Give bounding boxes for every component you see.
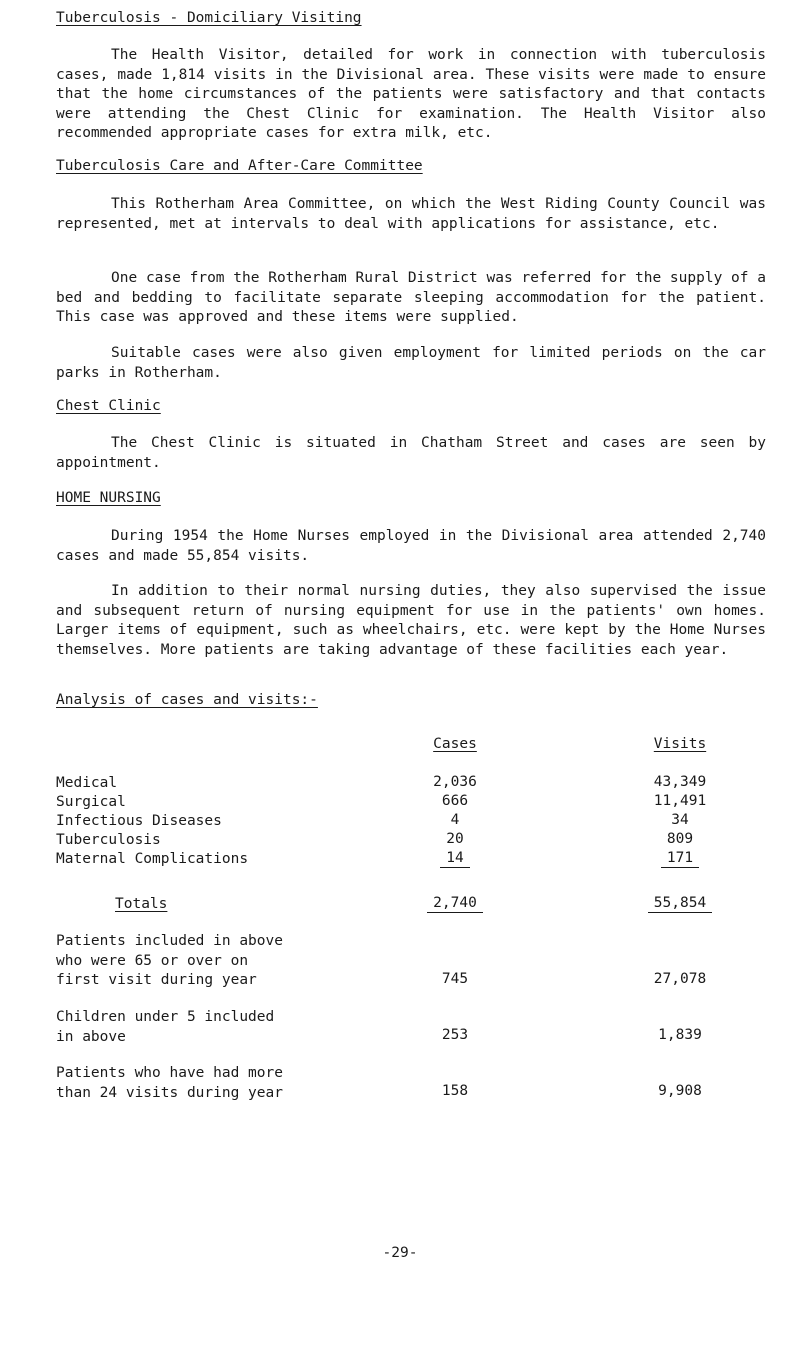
column-header-visits: Visits (653, 736, 707, 752)
heading-analysis: Analysis of cases and visits:- (56, 692, 318, 708)
cases-value: 745 (441, 971, 469, 987)
paragraph-tb-committee-2: One case from the Rotherham Rural District was referred for the supply of a bed and bedding to facilitate separate sleeping accommodation for the patient. This case was approved and these items were supplied. (56, 270, 766, 325)
cases-value: 2,036 (433, 774, 477, 790)
table-row (0, 812, 800, 832)
heading-tb-committee: Tuberculosis Care and After-Care Committee (56, 158, 423, 174)
row-label: Children under 5 included in above (56, 1009, 275, 1045)
cases-value: 253 (441, 1027, 469, 1043)
row-label: Patients included in above who were 65 or over on first visit during year (56, 933, 283, 988)
row-label: Tuberculosis (56, 832, 161, 848)
paragraph-home-nursing-2: In addition to their normal nursing duties, they also supervised the issue and subsequent return of nursing equipment for use in the patients' own homes. Larger items of equipment, such as wheelchairs, etc. were kept by the Home Nurses themselves. More patients are taking advantage of these facilities each year. (56, 583, 766, 658)
cases-value: 4 (450, 812, 460, 828)
analysis-table-header (0, 736, 800, 756)
visits-value: 1,839 (658, 1027, 702, 1043)
column-header-cases: Cases (433, 736, 477, 752)
row-label: Infectious Diseases (56, 813, 222, 829)
visits-value: 27,078 (653, 971, 707, 987)
row-label: Surgical (56, 794, 126, 810)
visits-value: 171 (661, 850, 699, 868)
table-row (0, 831, 800, 851)
row-label: Maternal Complications (56, 851, 249, 867)
table-row (0, 793, 800, 813)
cases-value: 14 (440, 850, 469, 868)
paragraph-tb-visiting: The Health Visitor, detailed for work in connection with tuberculosis cases, made 1,814 visits in the Divisional area. These visits were made to ensure that the home circumstances of the patients were satisfactory and that contacts were attending the Chest Clinic for examination. The Health Visitor also recommended appropriate cases for extra milk, etc. (56, 47, 766, 141)
row-label: Medical (56, 775, 118, 791)
paragraph-tb-committee-3: Suitable cases were also given employment for limited periods on the car parks in Rotherham. (56, 345, 766, 381)
heading-home-nursing: HOME NURSING (56, 490, 161, 506)
page-number: -29- (382, 1245, 418, 1261)
cases-value: 158 (441, 1083, 469, 1099)
visits-value: 9,908 (658, 1083, 702, 1099)
paragraph-home-nursing-1: During 1954 the Home Nurses employed in the Divisional area attended 2,740 cases and made 55,854 visits. (56, 528, 766, 564)
cases-value: 666 (441, 793, 469, 809)
totals-row (0, 895, 800, 915)
visits-value: 34 (671, 812, 689, 828)
totals-cases-value: 2,740 (427, 895, 483, 913)
visits-value: 809 (666, 831, 694, 847)
table-row (0, 774, 800, 794)
table-row (0, 1008, 800, 1045)
table-row (0, 850, 800, 870)
heading-chest-clinic: Chest Clinic (56, 398, 161, 414)
heading-tb-visiting: Tuberculosis - Domiciliary Visiting (56, 10, 362, 26)
table-row (0, 1064, 800, 1101)
row-label: Patients who have had more than 24 visits during year (56, 1065, 283, 1101)
visits-value: 11,491 (653, 793, 707, 809)
table-row (0, 932, 800, 988)
cases-value: 20 (446, 831, 464, 847)
totals-label: Totals (115, 896, 168, 912)
paragraph-chest-clinic: The Chest Clinic is situated in Chatham Street and cases are seen by appointment. (56, 435, 766, 471)
totals-visits-value: 55,854 (648, 895, 712, 913)
paragraph-tb-committee-1: This Rotherham Area Committee, on which the West Riding County Council was represented, met at intervals to deal with applications for assistance, etc. (56, 196, 766, 232)
visits-value: 43,349 (653, 774, 707, 790)
